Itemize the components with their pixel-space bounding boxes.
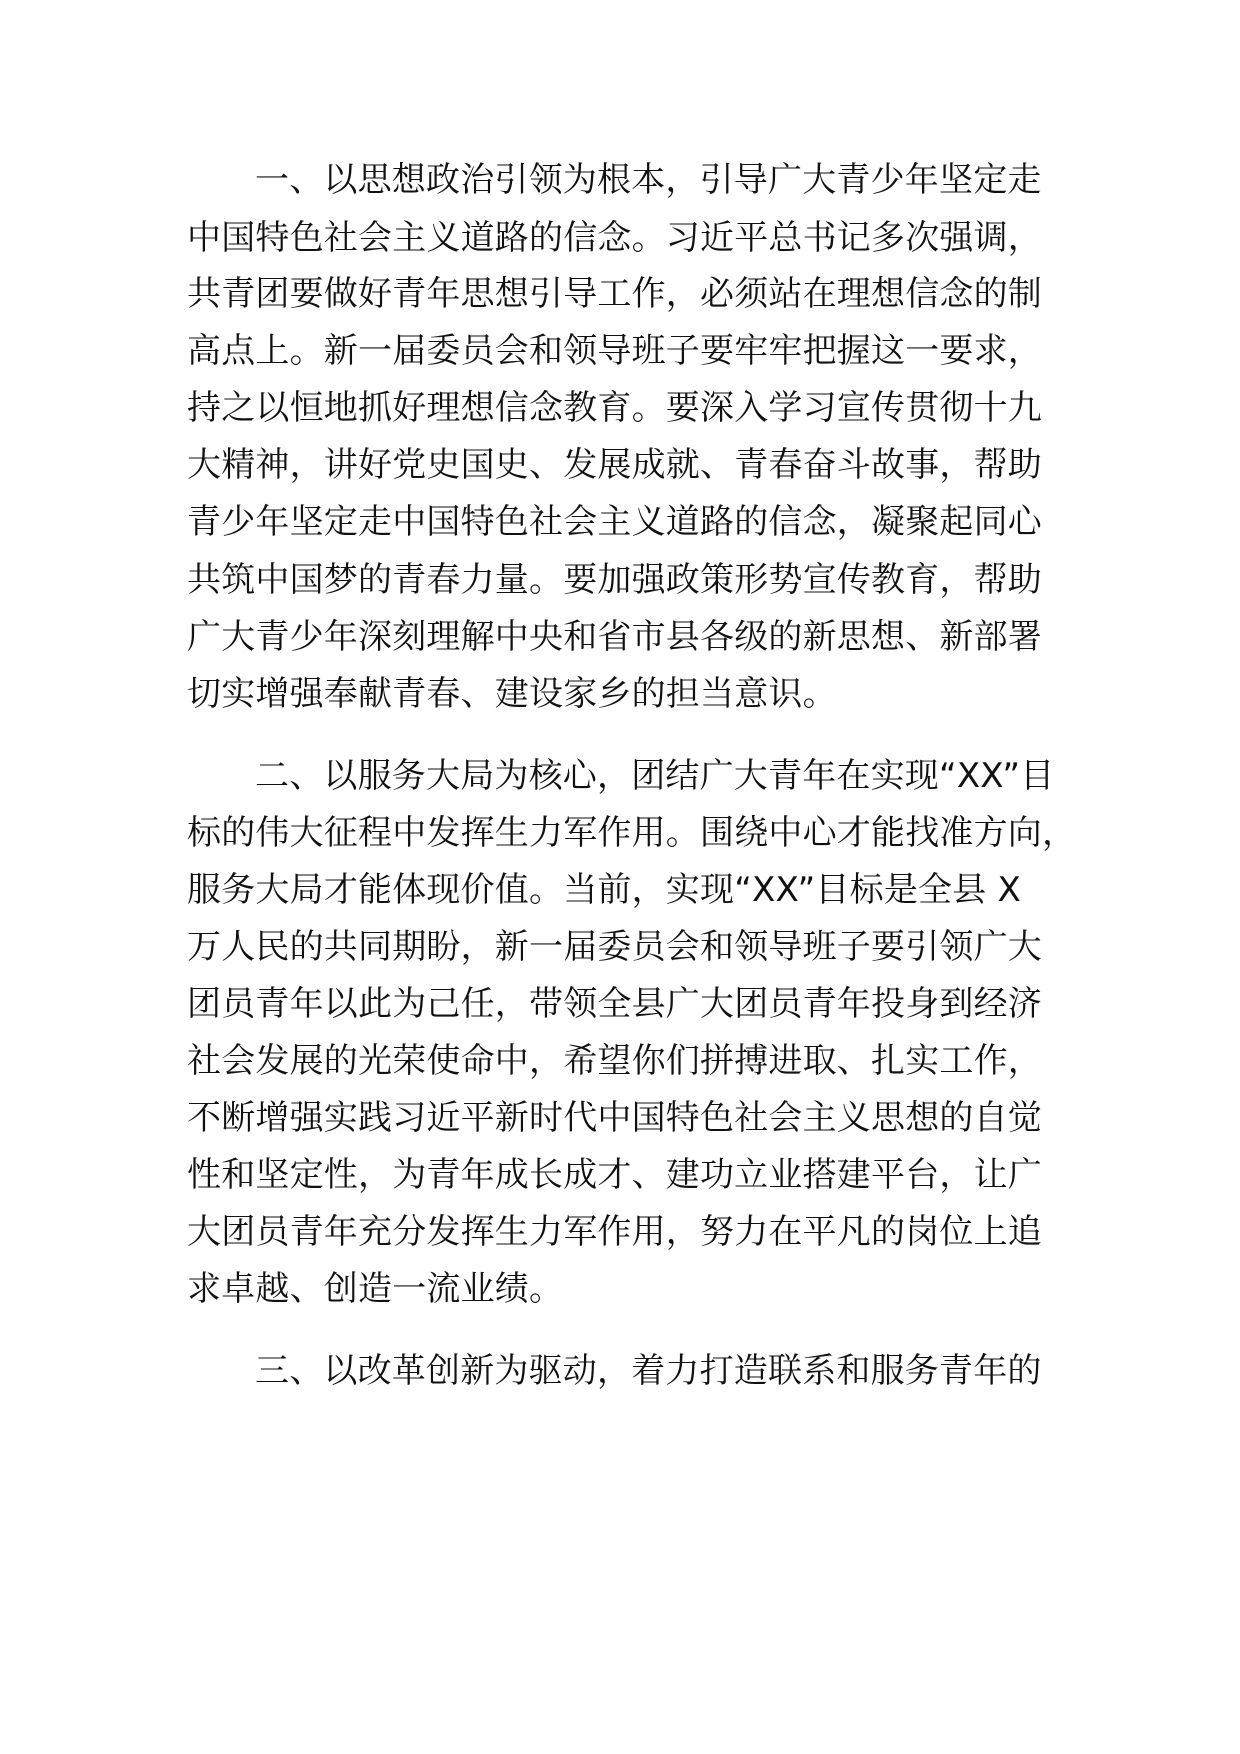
paragraph-1-line-4: 高点上。新一届委员会和领导班子要牢牢把握这一要求， [187,331,1042,371]
paragraph-2-line-4: 万人民的共同期盼，新一届委员会和领导班子要引领广大 [187,927,1042,967]
paragraph-2-line-1: 二、以服务大局为核心，团结广大青年在实现“XX”目 [255,756,1055,796]
paragraph-1-line-9: 广大青少年深刻理解中央和省市县各级的新思想、新部署 [187,617,1042,657]
paragraph-2-line-9: 大团员青年充分发挥生力军作用，努力在平凡的岗位上追 [187,1212,1042,1252]
paragraph-2-line-6: 社会发展的光荣使命中，希望你们拼搏进取、扎实工作， [187,1041,1042,1081]
paragraph-2-line-3: 服务大局才能体现价值。当前，实现“XX”目标是全县 X [187,870,1021,910]
paragraph-2-line-2: 标的伟大征程中发挥生力军作用。围绕中心才能找准方向， [187,813,1077,853]
paragraph-3-line-1: 三、以改革创新为驱动，着力打造联系和服务青年的 [255,1351,1042,1391]
paragraph-1-line-10: 切实增强奉献青春、建设家乡的担当意识。 [187,674,837,714]
paragraph-1-line-5: 持之以恒地抓好理想信念教育。要深入学习宣传贯彻十九 [187,388,1042,428]
paragraph-1-line-8: 共筑中国梦的青春力量。要加强政策形势宣传教育，帮助 [187,560,1042,600]
paragraph-1-line-1: 一、以思想政治引领为根本，引导广大青少年坚定走 [255,160,1042,200]
paragraph-2-line-8: 性和坚定性，为青年成长成才、建功立业搭建平台，让广 [187,1155,1042,1195]
paragraph-1-line-2: 中国特色社会主义道路的信念。习近平总书记多次强调， [187,218,1042,258]
paragraph-1-line-3: 共青团要做好青年思想引导工作，必须站在理想信念的制 [187,274,1042,314]
paragraph-1-line-6: 大精神，讲好党史国史、发展成就、青春奋斗故事，帮助 [187,445,1042,485]
paragraph-2-line-5: 团员青年以此为己任，带领全县广大团员青年投身到经济 [187,984,1042,1024]
paragraph-2-line-7: 不断增强实践习近平新时代中国特色社会主义思想的自觉 [187,1098,1042,1138]
paragraph-2-line-10: 求卓越、创造一流业绩。 [187,1269,564,1309]
paragraph-1-line-7: 青少年坚定走中国特色社会主义道路的信念，凝聚起同心 [187,502,1042,542]
